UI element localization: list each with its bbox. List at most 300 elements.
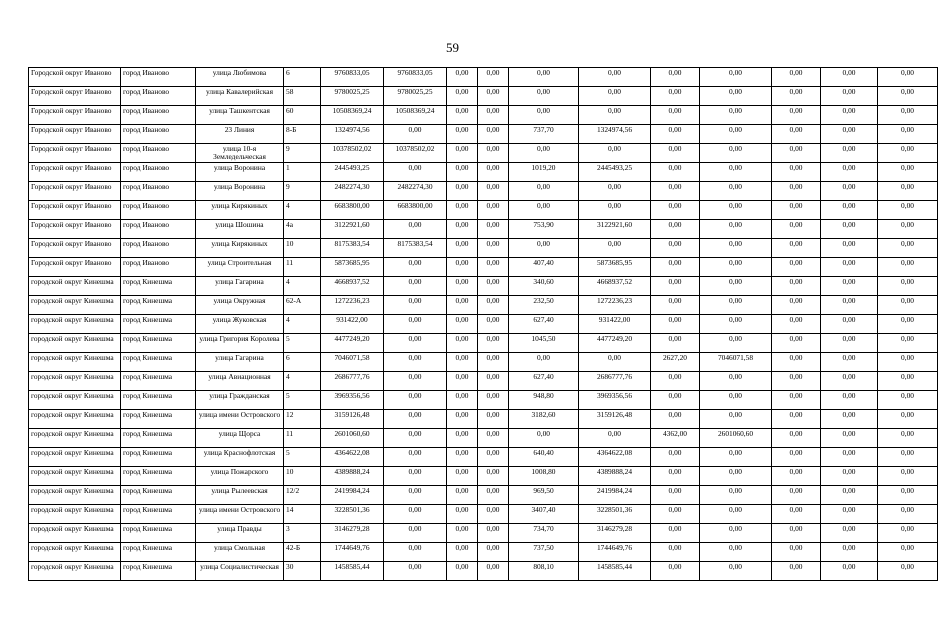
value-cell: 0,00 xyxy=(478,429,509,448)
value-cell: 0,00 xyxy=(700,315,772,334)
value-cell: 232,50 xyxy=(509,296,579,315)
value-cell: 0,00 xyxy=(651,258,700,277)
settlement-cell: город Кинешма xyxy=(121,429,196,448)
value-cell: 0,00 xyxy=(700,562,772,581)
value-cell: 0,00 xyxy=(447,277,478,296)
value-cell: 0,00 xyxy=(772,391,821,410)
value-cell: 2482274,30 xyxy=(321,182,384,201)
value-cell: 0,00 xyxy=(447,106,478,125)
value-cell: 0,00 xyxy=(878,106,938,125)
value-cell: 6683800,00 xyxy=(384,201,447,220)
settlement-cell: город Кинешма xyxy=(121,448,196,467)
municipality-cell: городской округ Кинешма xyxy=(29,467,121,486)
table-row xyxy=(29,220,938,239)
value-cell: 0,00 xyxy=(478,277,509,296)
house-number-cell: 11 xyxy=(284,258,321,277)
value-cell: 0,00 xyxy=(772,296,821,315)
value-cell: 0,00 xyxy=(700,201,772,220)
table-row xyxy=(29,562,938,581)
value-cell: 0,00 xyxy=(878,543,938,562)
value-cell: 0,00 xyxy=(878,125,938,144)
value-cell: 1744649,76 xyxy=(321,543,384,562)
municipality-cell: городской округ Кинешма xyxy=(29,486,121,505)
value-cell: 3969356,56 xyxy=(321,391,384,410)
value-cell: 0,00 xyxy=(478,220,509,239)
value-cell: 0,00 xyxy=(478,125,509,144)
house-number-cell: 12 xyxy=(284,410,321,429)
value-cell: 0,00 xyxy=(821,277,878,296)
value-cell: 0,00 xyxy=(651,372,700,391)
street-cell: улица Воронина xyxy=(196,182,284,201)
street-cell: 23 Линия xyxy=(196,125,284,144)
value-cell: 0,00 xyxy=(772,220,821,239)
value-cell: 0,00 xyxy=(651,87,700,106)
value-cell: 0,00 xyxy=(821,372,878,391)
house-number-cell: 14 xyxy=(284,505,321,524)
house-number-cell: 58 xyxy=(284,87,321,106)
street-cell: улица Кирякиных xyxy=(196,239,284,258)
value-cell: 0,00 xyxy=(821,106,878,125)
value-cell: 0,00 xyxy=(384,372,447,391)
value-cell: 0,00 xyxy=(821,296,878,315)
house-number-cell: 6 xyxy=(284,68,321,87)
value-cell: 7046071,58 xyxy=(321,353,384,372)
value-cell: 0,00 xyxy=(878,334,938,353)
value-cell: 0,00 xyxy=(821,220,878,239)
value-cell: 4477249,20 xyxy=(321,334,384,353)
value-cell: 0,00 xyxy=(821,543,878,562)
value-cell: 9780025,25 xyxy=(384,87,447,106)
street-cell: улица имени Островского xyxy=(196,410,284,429)
value-cell: 0,00 xyxy=(821,505,878,524)
value-cell: 0,00 xyxy=(384,524,447,543)
value-cell: 0,00 xyxy=(772,562,821,581)
value-cell: 2419984,24 xyxy=(321,486,384,505)
value-cell: 1008,80 xyxy=(509,467,579,486)
table-row xyxy=(29,467,938,486)
value-cell: 0,00 xyxy=(772,315,821,334)
table-row xyxy=(29,372,938,391)
value-cell: 2601060,60 xyxy=(700,429,772,448)
value-cell: 0,00 xyxy=(447,353,478,372)
value-cell: 0,00 xyxy=(878,258,938,277)
value-cell: 0,00 xyxy=(772,144,821,163)
table-row xyxy=(29,239,938,258)
value-cell: 0,00 xyxy=(878,467,938,486)
value-cell: 0,00 xyxy=(447,448,478,467)
value-cell: 0,00 xyxy=(878,144,938,163)
street-cell: улица Краснофлотская xyxy=(196,448,284,467)
municipality-cell: городской округ Кинешма xyxy=(29,353,121,372)
value-cell: 0,00 xyxy=(700,391,772,410)
house-number-cell: 3 xyxy=(284,524,321,543)
table-row xyxy=(29,258,938,277)
value-cell: 0,00 xyxy=(821,163,878,182)
value-cell: 0,00 xyxy=(384,163,447,182)
value-cell: 734,70 xyxy=(509,524,579,543)
street-cell: улица Социалистическая xyxy=(196,562,284,581)
table-body xyxy=(29,68,938,581)
value-cell: 6683800,00 xyxy=(321,201,384,220)
house-number-cell: 5 xyxy=(284,448,321,467)
value-cell: 0,00 xyxy=(821,467,878,486)
house-number-cell: 4 xyxy=(284,277,321,296)
value-cell: 0,00 xyxy=(651,410,700,429)
value-cell: 0,00 xyxy=(651,562,700,581)
value-cell: 2419984,24 xyxy=(579,486,651,505)
value-cell: 0,00 xyxy=(579,182,651,201)
value-cell: 0,00 xyxy=(821,524,878,543)
value-cell: 0,00 xyxy=(384,315,447,334)
value-cell: 0,00 xyxy=(478,87,509,106)
value-cell: 737,50 xyxy=(509,543,579,562)
value-cell: 0,00 xyxy=(447,391,478,410)
house-number-cell: 30 xyxy=(284,562,321,581)
value-cell: 4668937,52 xyxy=(579,277,651,296)
street-cell: улица Ташкентская xyxy=(196,106,284,125)
value-cell: 0,00 xyxy=(579,87,651,106)
settlement-cell: город Иваново xyxy=(121,87,196,106)
value-cell: 0,00 xyxy=(821,334,878,353)
value-cell: 0,00 xyxy=(700,296,772,315)
municipality-cell: Городской округ Иваново xyxy=(29,87,121,106)
value-cell: 0,00 xyxy=(651,467,700,486)
table-row xyxy=(29,410,938,429)
value-cell: 0,00 xyxy=(579,201,651,220)
value-cell: 0,00 xyxy=(384,429,447,448)
settlement-cell: город Иваново xyxy=(121,106,196,125)
value-cell: 3159126,48 xyxy=(321,410,384,429)
value-cell: 1272236,23 xyxy=(579,296,651,315)
house-number-cell: 62-А xyxy=(284,296,321,315)
value-cell: 0,00 xyxy=(478,467,509,486)
street-cell: улица Гражданская xyxy=(196,391,284,410)
value-cell: 0,00 xyxy=(651,448,700,467)
value-cell: 0,00 xyxy=(478,106,509,125)
settlement-cell: город Иваново xyxy=(121,125,196,144)
value-cell: 0,00 xyxy=(700,524,772,543)
value-cell: 4362,00 xyxy=(651,429,700,448)
value-cell: 0,00 xyxy=(772,486,821,505)
value-cell: 0,00 xyxy=(509,182,579,201)
value-cell: 0,00 xyxy=(447,68,478,87)
municipality-cell: Городской округ Иваново xyxy=(29,144,121,163)
street-cell: улица имени Островского xyxy=(196,505,284,524)
settlement-cell: город Кинешма xyxy=(121,353,196,372)
municipality-cell: городской округ Кинешма xyxy=(29,296,121,315)
value-cell: 0,00 xyxy=(384,448,447,467)
value-cell: 0,00 xyxy=(478,201,509,220)
value-cell: 0,00 xyxy=(478,182,509,201)
settlement-cell: город Кинешма xyxy=(121,486,196,505)
settlement-cell: город Кинешма xyxy=(121,524,196,543)
value-cell: 0,00 xyxy=(478,315,509,334)
street-cell: улица Щорса xyxy=(196,429,284,448)
value-cell: 9780025,25 xyxy=(321,87,384,106)
settlement-cell: город Кинешма xyxy=(121,296,196,315)
value-cell: 0,00 xyxy=(821,144,878,163)
value-cell: 0,00 xyxy=(478,296,509,315)
value-cell: 0,00 xyxy=(700,258,772,277)
value-cell: 0,00 xyxy=(478,163,509,182)
table-row xyxy=(29,125,938,144)
value-cell: 0,00 xyxy=(384,353,447,372)
value-cell: 0,00 xyxy=(878,315,938,334)
street-cell: улица Гагарина xyxy=(196,277,284,296)
value-cell: 0,00 xyxy=(651,220,700,239)
value-cell: 0,00 xyxy=(447,163,478,182)
value-cell: 0,00 xyxy=(384,258,447,277)
settlement-cell: город Кинешма xyxy=(121,372,196,391)
value-cell: 3969356,56 xyxy=(579,391,651,410)
value-cell: 931422,00 xyxy=(579,315,651,334)
settlement-cell: город Иваново xyxy=(121,182,196,201)
value-cell: 0,00 xyxy=(509,201,579,220)
municipality-cell: городской округ Кинешма xyxy=(29,334,121,353)
municipality-cell: Городской округ Иваново xyxy=(29,182,121,201)
value-cell: 0,00 xyxy=(447,429,478,448)
value-cell: 0,00 xyxy=(772,125,821,144)
table-row xyxy=(29,201,938,220)
value-cell: 0,00 xyxy=(700,448,772,467)
value-cell: 0,00 xyxy=(772,505,821,524)
value-cell: 3122921,60 xyxy=(321,220,384,239)
value-cell: 0,00 xyxy=(478,562,509,581)
settlement-cell: город Кинешма xyxy=(121,505,196,524)
value-cell: 0,00 xyxy=(384,296,447,315)
value-cell: 0,00 xyxy=(447,201,478,220)
house-number-cell: 9 xyxy=(284,182,321,201)
value-cell: 0,00 xyxy=(878,410,938,429)
value-cell: 0,00 xyxy=(478,372,509,391)
value-cell: 0,00 xyxy=(579,144,651,163)
municipality-cell: городской округ Кинешма xyxy=(29,372,121,391)
house-number-cell: 5 xyxy=(284,334,321,353)
value-cell: 0,00 xyxy=(821,562,878,581)
value-cell: 0,00 xyxy=(700,68,772,87)
value-cell: 4364622,08 xyxy=(579,448,651,467)
value-cell: 0,00 xyxy=(821,125,878,144)
value-cell: 0,00 xyxy=(509,353,579,372)
value-cell: 0,00 xyxy=(878,524,938,543)
value-cell: 1324974,56 xyxy=(321,125,384,144)
value-cell: 969,50 xyxy=(509,486,579,505)
value-cell: 0,00 xyxy=(447,239,478,258)
settlement-cell: город Кинешма xyxy=(121,315,196,334)
value-cell: 0,00 xyxy=(384,220,447,239)
street-cell: улица Жуковская xyxy=(196,315,284,334)
street-cell: улица Шошина xyxy=(196,220,284,239)
table-row xyxy=(29,505,938,524)
table-row xyxy=(29,163,938,182)
value-cell: 931422,00 xyxy=(321,315,384,334)
settlement-cell: город Иваново xyxy=(121,201,196,220)
value-cell: 0,00 xyxy=(700,505,772,524)
municipality-cell: городской округ Кинешма xyxy=(29,543,121,562)
street-cell: улица Гагарина xyxy=(196,353,284,372)
value-cell: 0,00 xyxy=(384,486,447,505)
value-cell: 4477249,20 xyxy=(579,334,651,353)
value-cell: 0,00 xyxy=(772,201,821,220)
value-cell: 0,00 xyxy=(478,410,509,429)
value-cell: 2482274,30 xyxy=(384,182,447,201)
table-row xyxy=(29,391,938,410)
value-cell: 3182,60 xyxy=(509,410,579,429)
value-cell: 0,00 xyxy=(447,315,478,334)
value-cell: 0,00 xyxy=(700,87,772,106)
value-cell: 8175383,54 xyxy=(321,239,384,258)
value-cell: 0,00 xyxy=(447,334,478,353)
value-cell: 0,00 xyxy=(772,524,821,543)
value-cell: 0,00 xyxy=(821,182,878,201)
value-cell: 0,00 xyxy=(821,429,878,448)
house-number-cell: 4а xyxy=(284,220,321,239)
value-cell: 0,00 xyxy=(700,239,772,258)
street-cell: улица Смольная xyxy=(196,543,284,562)
value-cell: 0,00 xyxy=(878,201,938,220)
value-cell: 0,00 xyxy=(772,429,821,448)
value-cell: 4668937,52 xyxy=(321,277,384,296)
value-cell: 2627,20 xyxy=(651,353,700,372)
value-cell: 0,00 xyxy=(821,87,878,106)
settlement-cell: город Кинешма xyxy=(121,391,196,410)
value-cell: 0,00 xyxy=(651,125,700,144)
house-number-cell: 8-Б xyxy=(284,125,321,144)
municipality-cell: Городской округ Иваново xyxy=(29,125,121,144)
value-cell: 2445493,25 xyxy=(579,163,651,182)
value-cell: 0,00 xyxy=(821,201,878,220)
house-number-cell: 11 xyxy=(284,429,321,448)
table-row xyxy=(29,87,938,106)
value-cell: 1272236,23 xyxy=(321,296,384,315)
value-cell: 0,00 xyxy=(772,334,821,353)
value-cell: 0,00 xyxy=(651,296,700,315)
value-cell: 0,00 xyxy=(821,391,878,410)
settlement-cell: город Иваново xyxy=(121,239,196,258)
value-cell: 3122921,60 xyxy=(579,220,651,239)
value-cell: 0,00 xyxy=(878,182,938,201)
data-table xyxy=(28,67,938,581)
value-cell: 1744649,76 xyxy=(579,543,651,562)
value-cell: 0,00 xyxy=(878,296,938,315)
value-cell: 0,00 xyxy=(878,353,938,372)
value-cell: 0,00 xyxy=(447,144,478,163)
value-cell: 0,00 xyxy=(651,524,700,543)
value-cell: 7046071,58 xyxy=(700,353,772,372)
value-cell: 0,00 xyxy=(447,486,478,505)
street-cell: улица Окружная xyxy=(196,296,284,315)
table-row xyxy=(29,296,938,315)
value-cell: 1458585,44 xyxy=(579,562,651,581)
value-cell: 0,00 xyxy=(878,239,938,258)
value-cell: 0,00 xyxy=(878,68,938,87)
table-row xyxy=(29,334,938,353)
value-cell: 0,00 xyxy=(821,410,878,429)
value-cell: 0,00 xyxy=(700,334,772,353)
settlement-cell: город Иваново xyxy=(121,68,196,87)
value-cell: 0,00 xyxy=(700,163,772,182)
value-cell: 0,00 xyxy=(878,391,938,410)
value-cell: 0,00 xyxy=(651,106,700,125)
value-cell: 0,00 xyxy=(821,68,878,87)
house-number-cell: 9 xyxy=(284,144,321,163)
value-cell: 0,00 xyxy=(772,467,821,486)
house-number-cell: 10 xyxy=(284,467,321,486)
street-cell: улица Кирякиных xyxy=(196,201,284,220)
table-row xyxy=(29,144,938,163)
value-cell: 0,00 xyxy=(509,144,579,163)
value-cell: 5873685,95 xyxy=(579,258,651,277)
value-cell: 3146279,28 xyxy=(579,524,651,543)
value-cell: 0,00 xyxy=(447,296,478,315)
house-number-cell: 42-Б xyxy=(284,543,321,562)
value-cell: 0,00 xyxy=(384,277,447,296)
value-cell: 0,00 xyxy=(384,467,447,486)
value-cell: 1045,50 xyxy=(509,334,579,353)
value-cell: 0,00 xyxy=(478,543,509,562)
value-cell: 0,00 xyxy=(821,353,878,372)
house-number-cell: 4 xyxy=(284,315,321,334)
value-cell: 0,00 xyxy=(447,220,478,239)
street-cell: улица Любимова xyxy=(196,68,284,87)
value-cell: 0,00 xyxy=(878,486,938,505)
value-cell: 2686777,76 xyxy=(321,372,384,391)
value-cell: 0,00 xyxy=(447,505,478,524)
municipality-cell: городской округ Кинешма xyxy=(29,391,121,410)
value-cell: 0,00 xyxy=(651,277,700,296)
value-cell: 0,00 xyxy=(700,144,772,163)
settlement-cell: город Кинешма xyxy=(121,467,196,486)
value-cell: 0,00 xyxy=(579,429,651,448)
settlement-cell: город Иваново xyxy=(121,163,196,182)
municipality-cell: городской округ Кинешма xyxy=(29,277,121,296)
value-cell: 0,00 xyxy=(509,239,579,258)
table-row xyxy=(29,353,938,372)
value-cell: 0,00 xyxy=(384,543,447,562)
value-cell: 0,00 xyxy=(700,543,772,562)
value-cell: 0,00 xyxy=(878,505,938,524)
value-cell: 4389888,24 xyxy=(579,467,651,486)
value-cell: 1019,20 xyxy=(509,163,579,182)
value-cell: 0,00 xyxy=(878,163,938,182)
value-cell: 0,00 xyxy=(700,125,772,144)
value-cell: 0,00 xyxy=(478,334,509,353)
municipality-cell: городской округ Кинешма xyxy=(29,315,121,334)
value-cell: 2601060,60 xyxy=(321,429,384,448)
value-cell: 0,00 xyxy=(772,87,821,106)
street-cell: улица Воронина xyxy=(196,163,284,182)
municipality-cell: Городской округ Иваново xyxy=(29,220,121,239)
value-cell: 4389888,24 xyxy=(321,467,384,486)
value-cell: 5873685,95 xyxy=(321,258,384,277)
value-cell: 0,00 xyxy=(509,87,579,106)
value-cell: 0,00 xyxy=(478,258,509,277)
value-cell: 9760833,05 xyxy=(321,68,384,87)
value-cell: 10378502,02 xyxy=(384,144,447,163)
value-cell: 0,00 xyxy=(447,562,478,581)
value-cell: 0,00 xyxy=(878,220,938,239)
value-cell: 627,40 xyxy=(509,372,579,391)
value-cell: 948,80 xyxy=(509,391,579,410)
value-cell: 0,00 xyxy=(878,87,938,106)
value-cell: 0,00 xyxy=(651,505,700,524)
value-cell: 0,00 xyxy=(447,258,478,277)
value-cell: 1458585,44 xyxy=(321,562,384,581)
value-cell: 3228501,36 xyxy=(321,505,384,524)
value-cell: 10508369,24 xyxy=(321,106,384,125)
settlement-cell: город Иваново xyxy=(121,258,196,277)
value-cell: 0,00 xyxy=(772,448,821,467)
